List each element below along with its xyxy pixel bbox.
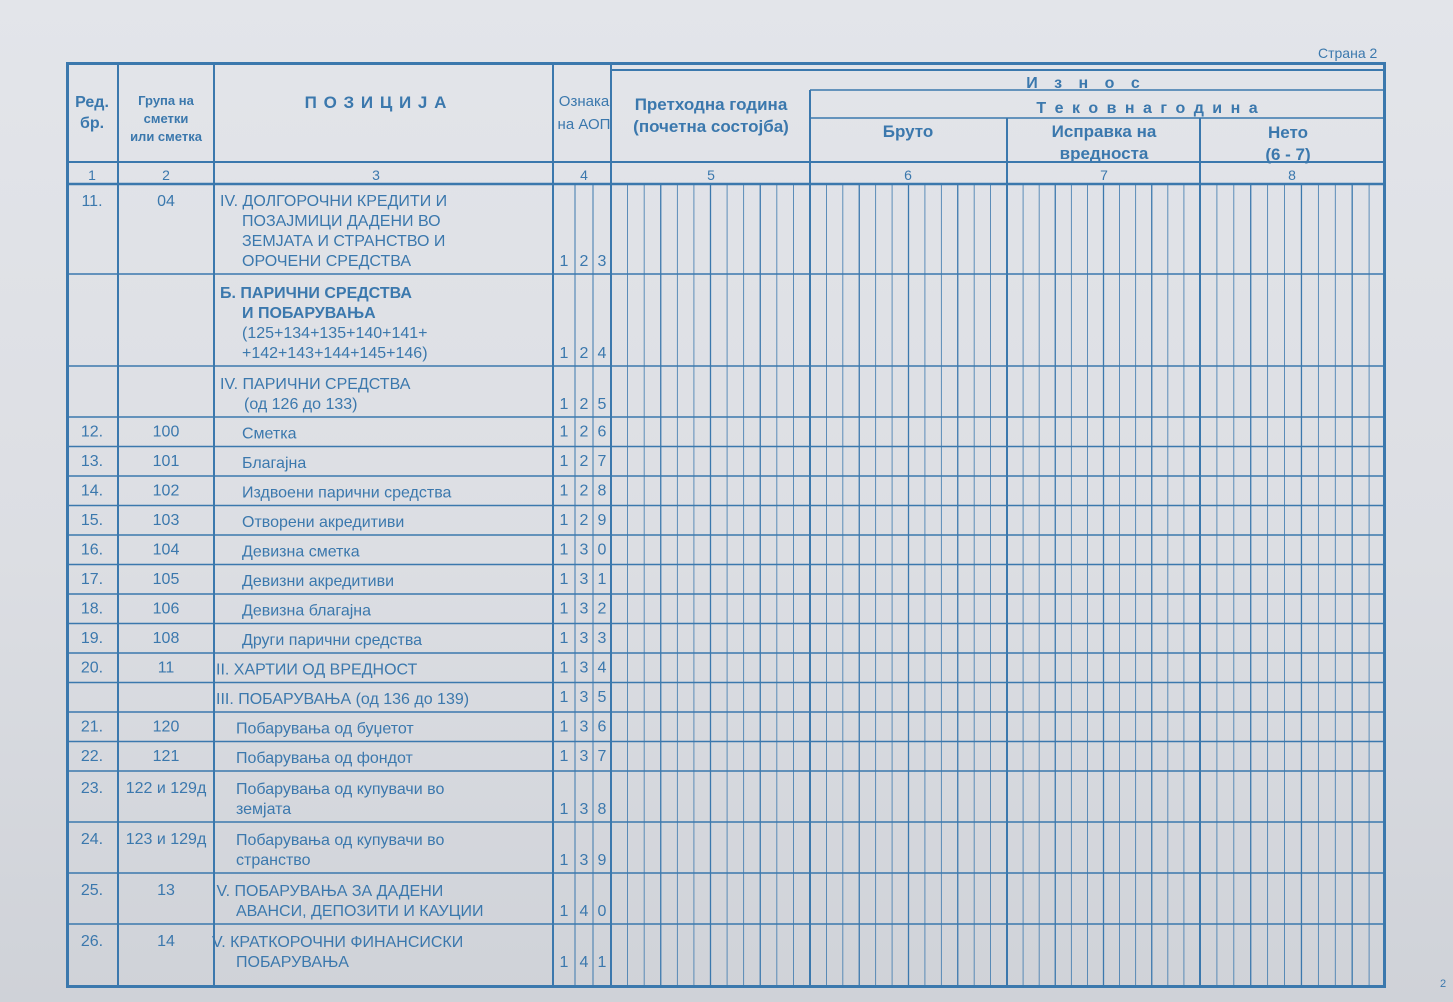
row-account-group: 120 — [152, 718, 180, 736]
row-position-text: Побарувања од фондот — [236, 750, 413, 767]
aop-digit: 1 — [559, 600, 569, 618]
row-account-group: 101 — [152, 453, 180, 470]
aop-digit: 9 — [597, 512, 607, 529]
row-position-text: V. КРАТКОРОЧНИ ФИНАНСИСКИ — [212, 934, 464, 951]
row-position-text: Побарувања од купувачи во — [236, 781, 445, 798]
row-account-group: 108 — [152, 630, 180, 647]
row-account-group: 13 — [157, 882, 175, 899]
aop-digit: 1 — [559, 512, 569, 529]
row-account-group: 04 — [157, 193, 175, 210]
row-number: 24. — [80, 831, 104, 848]
aop-digit: 2 — [579, 396, 589, 413]
row-number: 20. — [80, 659, 104, 677]
header-group-label: или сметка — [130, 129, 202, 144]
row-number: 26. — [80, 933, 104, 950]
row-account-group: 100 — [152, 423, 180, 441]
row-number: 12. — [80, 423, 104, 441]
aop-digit: 0 — [597, 903, 607, 920]
row-position-text: IV. ПОБАРУВАЊА ЗА ДАДЕНИ — [212, 883, 444, 900]
header-bruto-label: Бруто — [882, 122, 934, 141]
aop-digit: 3 — [579, 659, 589, 677]
aop-digit: 2 — [579, 482, 589, 500]
row-position-text: +142+143+144+145+146) — [242, 345, 428, 362]
aop-digit: 7 — [597, 453, 607, 470]
aop-digit: 2 — [579, 253, 589, 270]
aop-digit: 1 — [559, 748, 569, 765]
column-number: 7 — [1100, 167, 1108, 183]
aop-digit: 3 — [597, 253, 607, 270]
aop-digit: 1 — [559, 396, 569, 413]
row-position-text: Други парични средства — [242, 632, 423, 649]
row-position-text: Девизна сметка — [242, 543, 360, 561]
aop-digit: 4 — [579, 954, 589, 971]
aop-digit: 1 — [559, 345, 569, 362]
aop-digit: 2 — [597, 600, 607, 618]
header-red-label: Ред. — [75, 94, 109, 111]
form-grid — [66, 62, 1386, 988]
row-account-group: 11 — [157, 659, 175, 677]
aop-digit: 3 — [579, 600, 589, 618]
aop-digit: 1 — [559, 253, 569, 270]
row-position-text: Побарувања од буџетот — [236, 720, 414, 738]
column-number: 1 — [88, 167, 96, 183]
row-position-text: ПОБАРУВАЊА — [236, 954, 349, 971]
aop-digit: 1 — [597, 954, 607, 971]
row-account-group: 106 — [152, 600, 180, 618]
aop-digit: 1 — [559, 718, 569, 736]
aop-digit: 6 — [597, 423, 607, 441]
column-number: 5 — [707, 167, 715, 183]
aop-digit: 1 — [559, 903, 569, 920]
row-number: 22. — [80, 748, 104, 765]
row-account-group: 103 — [152, 512, 180, 529]
aop-digit: 1 — [559, 630, 569, 647]
row-position-text: Отворени акредитиви — [242, 514, 405, 531]
aop-digit: 1 — [559, 482, 569, 500]
aop-digit: 2 — [579, 512, 589, 529]
aop-digit: 2 — [579, 453, 589, 470]
row-number: 19. — [80, 630, 104, 647]
column-number: 8 — [1288, 167, 1296, 183]
row-account-group: 104 — [152, 541, 180, 559]
aop-digit: 3 — [579, 801, 589, 818]
aop-digit: 1 — [559, 689, 569, 706]
row-position-text: ОРОЧЕНИ СРЕДСТВА — [242, 253, 412, 270]
aop-digit: 1 — [559, 423, 569, 441]
row-account-group: 102 — [152, 482, 180, 500]
row-number: 23. — [80, 780, 104, 797]
row-position-text: IV. ПАРИЧНИ СРЕДСТВА — [220, 376, 411, 393]
column-number: 6 — [904, 167, 912, 183]
aop-digit: 2 — [579, 345, 589, 362]
row-position-text: Издвоени парични средства — [242, 484, 452, 502]
aop-digit: 7 — [597, 748, 607, 765]
page-label: Страна 2 — [1318, 45, 1378, 61]
header-group-label: сметки — [143, 111, 189, 126]
row-number: 14. — [80, 482, 104, 500]
row-position-text: II. ХАРТИИ ОД ВРЕДНОСТ — [216, 661, 418, 679]
header-br-label: бр. — [79, 115, 105, 132]
aop-digit: 1 — [559, 453, 569, 470]
aop-digit: 4 — [579, 903, 589, 920]
aop-digit: 4 — [597, 659, 607, 677]
header-neto-label: (6 - 7) — [1265, 145, 1311, 164]
aop-digit: 1 — [597, 571, 607, 588]
row-position-text: земјата — [236, 801, 292, 818]
column-number: 2 — [162, 167, 170, 183]
row-position-text: И ПОБАРУВАЊА — [242, 305, 376, 322]
row-position-text: III. ПОБАРУВАЊА (од 136 до 139) — [216, 691, 470, 708]
aop-digit: 1 — [559, 852, 569, 869]
row-number: 17. — [80, 571, 104, 588]
row-position-text: (од 126 до 133) — [244, 396, 358, 413]
aop-digit: 3 — [579, 852, 589, 869]
corner-mark: 2 — [1440, 978, 1447, 990]
row-position-text: Девизни акредитиви — [242, 573, 395, 590]
row-account-group: 105 — [152, 571, 180, 588]
row-position-text: АВАНСИ, ДЕПОЗИТИ И КАУЦИИ — [236, 903, 484, 920]
header-prev-year-label: Претходна година — [634, 95, 788, 114]
aop-digit: 2 — [579, 423, 589, 441]
row-account-group: 123 и 129д — [125, 831, 207, 848]
row-number: 13. — [80, 453, 104, 470]
header-aop-label: Ознака — [558, 93, 610, 110]
row-number: 11. — [81, 193, 103, 210]
row-position-text: (125+134+135+140+141+ — [242, 325, 428, 342]
row-position-text: ЗЕМЈАТА И СТРАНСТВО И — [242, 233, 446, 250]
aop-digit: 3 — [597, 630, 607, 647]
header-neto-label: Нето — [1268, 123, 1308, 142]
row-account-group: 121 — [152, 748, 180, 765]
header-position-label: П О З И Ц И Ј А — [304, 93, 448, 112]
aop-digit: 3 — [579, 630, 589, 647]
aop-digit: 9 — [597, 852, 607, 869]
row-position-text: Побарувања од купувачи во — [236, 832, 445, 849]
aop-digit: 6 — [597, 718, 607, 736]
row-position-text: ПОЗАЈМИЦИ ДАДЕНИ ВО — [242, 213, 441, 230]
aop-digit: 5 — [597, 396, 607, 413]
header-prev-year-label: (почетна состојба) — [633, 117, 789, 136]
aop-digit: 3 — [579, 748, 589, 765]
aop-digit: 1 — [559, 801, 569, 818]
balance-sheet-form — [66, 62, 1386, 988]
row-position-text: IV. ДОЛГОРОЧНИ КРЕДИТИ И — [220, 193, 448, 210]
row-position-text: странство — [236, 852, 311, 869]
header-group-label: Група на — [138, 93, 194, 108]
row-number: 18. — [80, 600, 104, 618]
row-number: 15. — [80, 512, 104, 529]
aop-digit: 3 — [579, 718, 589, 736]
header-ispravka-label: вредноста — [1059, 144, 1149, 163]
header-iznos-label: И з н о с — [1026, 75, 1146, 92]
header-curr-year-label: Т е к о в н а г о д и н а — [1036, 100, 1260, 117]
aop-digit: 1 — [559, 659, 569, 677]
header-ispravka-label: Исправка на — [1051, 122, 1157, 141]
aop-digit: 4 — [597, 345, 607, 362]
aop-digit: 3 — [579, 689, 589, 706]
row-account-group: 14 — [157, 933, 175, 950]
header-aop-label: на АОП — [557, 116, 611, 133]
aop-digit: 1 — [559, 541, 569, 559]
row-position-text: Благајна — [242, 455, 307, 472]
row-position-text: Сметка — [242, 425, 297, 443]
row-number: 21. — [80, 718, 104, 736]
column-number: 3 — [372, 167, 380, 183]
row-position-text: Б. ПАРИЧНИ СРЕДСТВА — [220, 285, 412, 302]
aop-digit: 3 — [579, 541, 589, 559]
row-account-group: 122 и 129д — [125, 780, 207, 797]
row-position-text: Девизна благајна — [242, 602, 372, 620]
aop-digit: 1 — [559, 954, 569, 971]
aop-digit: 3 — [579, 571, 589, 588]
column-number: 4 — [580, 167, 588, 183]
row-number: 25. — [80, 882, 104, 899]
aop-digit: 1 — [559, 571, 569, 588]
row-number: 16. — [80, 541, 104, 559]
aop-digit: 0 — [597, 541, 607, 559]
aop-digit: 8 — [597, 801, 607, 818]
aop-digit: 5 — [597, 689, 607, 706]
aop-digit: 8 — [597, 482, 607, 500]
